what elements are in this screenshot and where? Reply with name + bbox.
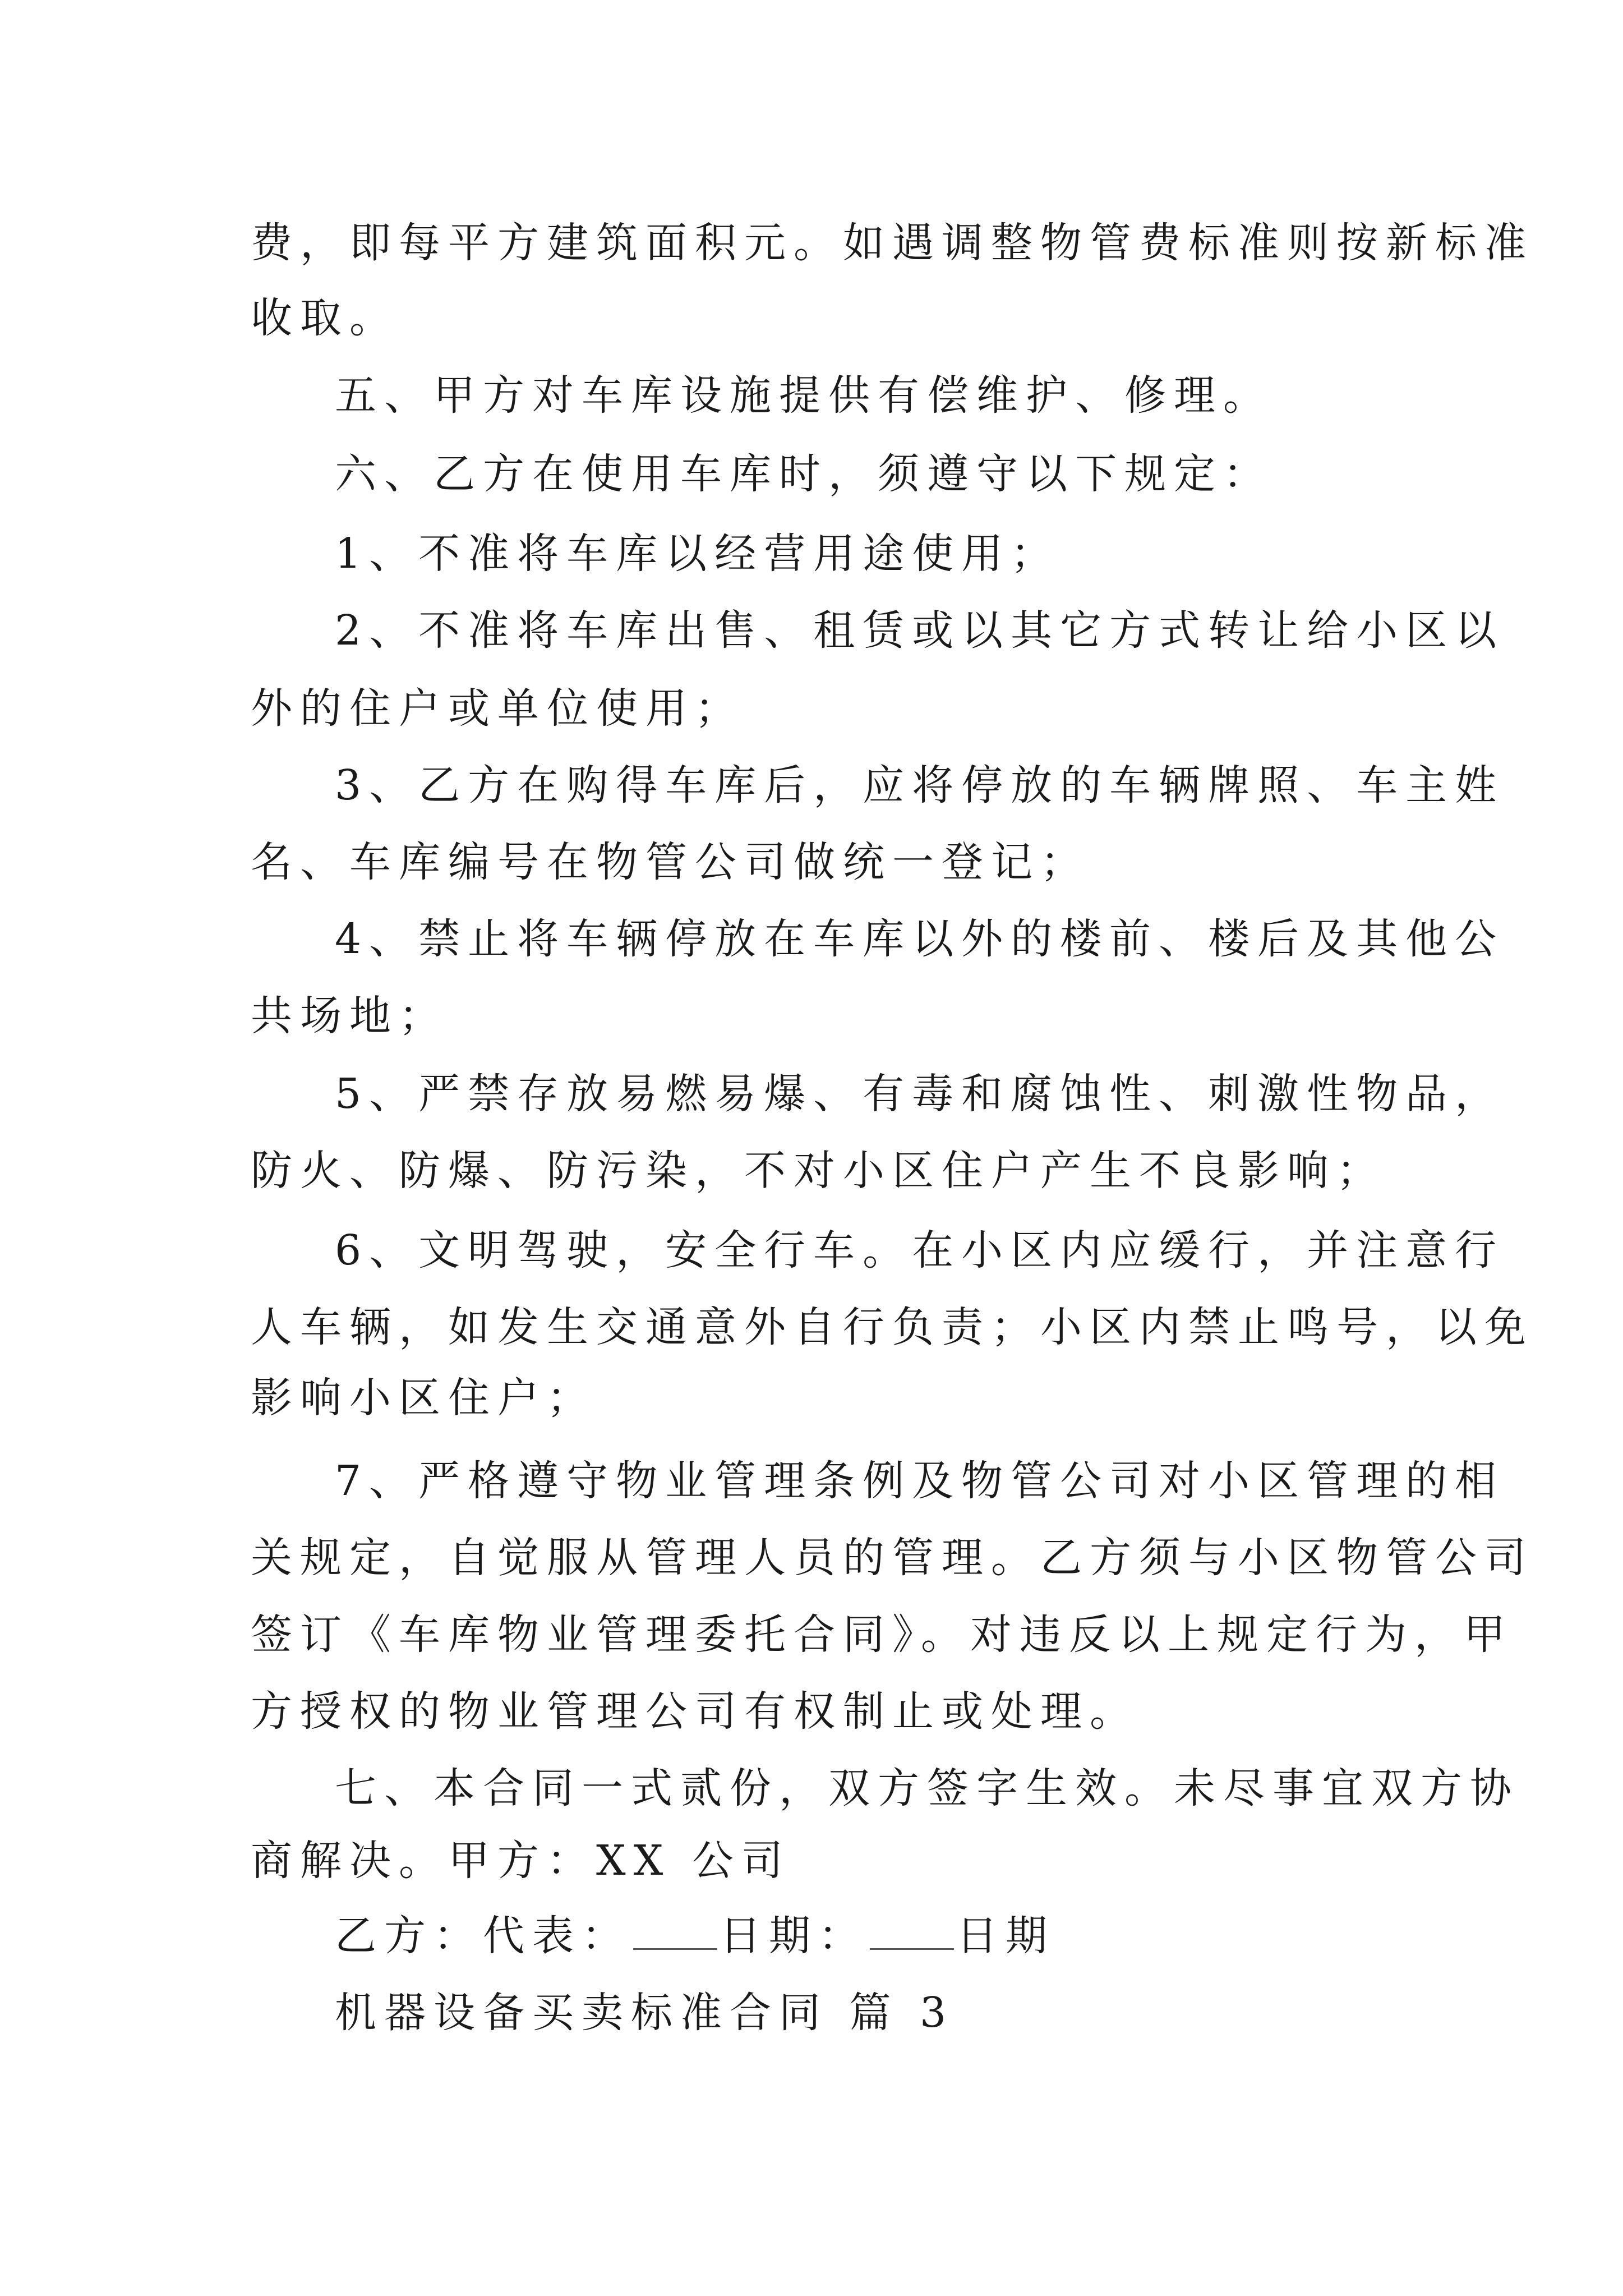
section-heading: 机器设备买卖标准合同 篇 3 xyxy=(335,1989,955,2037)
text-line: 关规定，自觉服从管理人员的管理。乙方须与小区物管公司 xyxy=(251,1534,1534,1582)
text-line: 2、不准将车库出售、租赁或以其它方式转让给小区以 xyxy=(335,606,1505,655)
signature-prefix: 乙方：代表： xyxy=(335,1912,631,1960)
date-blank xyxy=(870,1917,954,1950)
text-line: 4、禁止将车辆停放在车库以外的楼前、楼后及其他公 xyxy=(335,915,1505,963)
text-line: 影响小区住户； xyxy=(251,1374,596,1422)
signature-line xyxy=(335,1912,1055,1960)
text-line: 七、本合同一式贰份，双方签字生效。未尽事宜双方协 xyxy=(335,1764,1519,1812)
text-line: 名、车库编号在物管公司做统一登记； xyxy=(251,838,1090,886)
date-label: 日期： xyxy=(720,1912,868,1960)
text-line: 签订《车库物业管理委托合同》。对违反以上规定行为，甲 xyxy=(251,1611,1513,1659)
text-line: 6、文明驾驶，安全行车。在小区内应缓行，并注意行 xyxy=(335,1226,1505,1274)
text-line: 收取。 xyxy=(251,294,399,342)
date-suffix: 日期 xyxy=(956,1912,1055,1960)
text-line: 外的住户或单位使用； xyxy=(251,684,744,733)
text-line: 费，即每平方建筑面积元。如遇调整物管费标准则按新标准 xyxy=(251,219,1534,267)
text-line: 人车辆，如发生交通意外自行负责；小区内禁止鸣号，以免 xyxy=(251,1303,1534,1351)
text-line: 1、不准将车库以经营用途使用； xyxy=(335,530,1061,578)
text-line: 方授权的物业管理公司有权制止或处理。 xyxy=(251,1687,1139,1736)
text-line: 共场地； xyxy=(251,992,448,1040)
text-line: 3、乙方在购得车库后，应将停放的车辆牌照、车主姓 xyxy=(335,761,1505,809)
text-line: 五、甲方对车库设施提供有偿维护、修理。 xyxy=(335,371,1272,420)
signature-blank xyxy=(633,1917,717,1950)
text-line: 防火、防爆、防污染，不对小区住户产生不良影响； xyxy=(251,1147,1386,1195)
text-line: 商解决。甲方：XX 公司 xyxy=(251,1837,791,1885)
text-line: 7、严格遵守物业管理条例及物管公司对小区管理的相 xyxy=(335,1457,1505,1505)
text-line: 六、乙方在使用车库时，须遵守以下规定： xyxy=(335,450,1272,498)
text-line: 5、严禁存放易燃易爆、有毒和腐蚀性、刺激性物品， xyxy=(335,1070,1505,1118)
